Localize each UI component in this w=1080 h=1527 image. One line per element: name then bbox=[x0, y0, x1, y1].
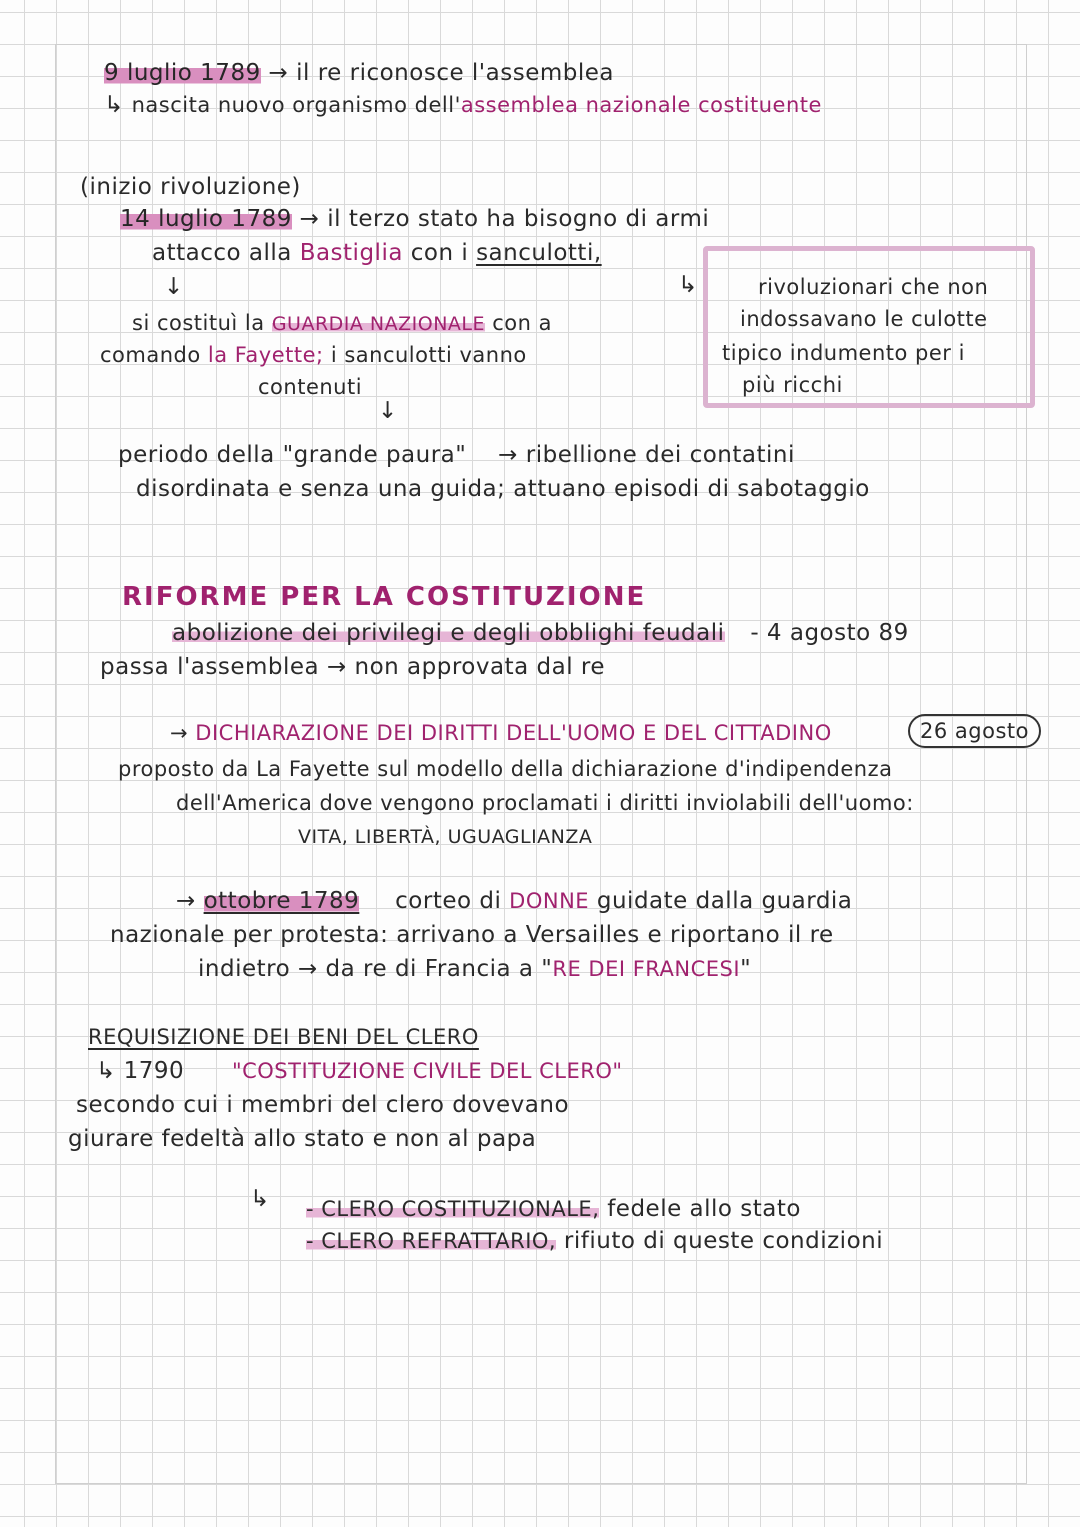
civil-constitution: "COSTITUZIONE CIVILE DEL CLERO" bbox=[231, 1059, 623, 1083]
with-text: con i bbox=[410, 240, 469, 266]
attack-text: attacco alla bbox=[152, 240, 292, 266]
line-declaration bbox=[170, 718, 832, 748]
proposed-text: proposto da La Fayette sul modello della dichiarazione d'indipendenza bbox=[118, 757, 893, 781]
guard-with: con a bbox=[492, 311, 552, 335]
command-text: comando bbox=[100, 343, 201, 367]
date-14-july: 14 luglio 1789 bbox=[120, 206, 292, 232]
bastille-text: Bastiglia bbox=[299, 240, 403, 266]
assembly-passes-text: passa l'assemblea → non approvata dal re bbox=[100, 654, 605, 680]
box-line-4: più ricchi bbox=[742, 373, 843, 397]
line-guard bbox=[132, 308, 552, 339]
declaration-title: DICHIARAZIONE DEI DIRITTI DELL'UOMO E DEL CITTADINO bbox=[195, 721, 832, 745]
refusal-text: rifiuto di queste condizioni bbox=[563, 1228, 884, 1254]
constitutional-clergy-label: - CLERO COSTITUZIONALE, bbox=[306, 1197, 600, 1221]
box-line-2: indossavano le culotte bbox=[740, 307, 988, 331]
refractory-clergy bbox=[306, 1226, 883, 1256]
arrow-icon-4: ↳ bbox=[250, 1186, 270, 1212]
king-recognizes-text: → il re riconosce l'assemblea bbox=[268, 60, 614, 86]
line-bastille bbox=[152, 238, 602, 268]
guard-intro: si costituì la bbox=[132, 311, 265, 335]
contained-text: contenuti bbox=[258, 375, 363, 399]
line-great-fear bbox=[118, 440, 795, 470]
king-france-text: indietro → da re di Francia a " bbox=[198, 956, 553, 982]
october-date: ottobre 1789 bbox=[203, 888, 360, 914]
arrow-icon-3: → bbox=[176, 888, 196, 914]
sanculotti-text: sanculotti, bbox=[476, 240, 602, 266]
king-of-french: RE DEI FRANCESI bbox=[552, 957, 741, 981]
line-new-organism bbox=[104, 90, 822, 120]
box-line-1: rivoluzionari che non bbox=[758, 275, 989, 299]
line-july9 bbox=[104, 58, 614, 88]
women-text: DONNE bbox=[509, 889, 590, 913]
versailles-text: nazionale per protesta: arrivano a Versailles e riportano il re bbox=[110, 922, 834, 948]
rights-text: VITA, LIBERTÀ, UGUAGLIANZA bbox=[298, 826, 593, 848]
swear-loyalty-text: giurare fedeltà allo stato e non al papa bbox=[68, 1126, 537, 1152]
box-line-3: tipico indumento per i bbox=[722, 341, 965, 365]
national-guard: GUARDIA NAZIONALE bbox=[271, 313, 485, 335]
august-4-date: - 4 agosto 89 bbox=[750, 620, 909, 646]
arrow-icon-2: → bbox=[170, 721, 189, 745]
guided-text: guidate dalla guardia bbox=[596, 888, 853, 914]
line-1790 bbox=[96, 1056, 623, 1086]
line-command bbox=[100, 340, 527, 370]
revolution-start: (inizio rivoluzione) bbox=[80, 174, 301, 200]
requisition-title: REQUISIZIONE DEI BENI DEL CLERO bbox=[88, 1025, 479, 1049]
peasants-revolt-text: → ribellione dei contatini bbox=[498, 442, 795, 468]
line-king-french bbox=[198, 954, 751, 984]
date-9-july: 9 luglio 1789 bbox=[104, 60, 261, 86]
down-arrow-icon: ↓ bbox=[164, 274, 184, 300]
sanculotti-go-text: i sanculotti vanno bbox=[330, 343, 527, 367]
abolition-text: abolizione dei privilegi e degli obblighi feudali bbox=[172, 620, 725, 646]
new-organism-text: nascita nuovo organismo dell' bbox=[131, 93, 461, 117]
refractory-clergy-label: - CLERO REFRATTARIO, bbox=[306, 1229, 557, 1253]
reforms-title: RIFORME PER LA COSTITUZIONE bbox=[122, 582, 647, 612]
down-arrow-icon-2: ↓ bbox=[378, 398, 398, 424]
great-fear-text: periodo della "grande paura" bbox=[118, 442, 467, 468]
august-26-date: 26 agosto bbox=[908, 714, 1041, 748]
closing-quote: " bbox=[740, 956, 752, 982]
loyal-state-text: fedele allo stato bbox=[607, 1196, 801, 1222]
line-abolition bbox=[172, 618, 909, 648]
america-text: dell'America dove vengono proclamati i diritti inviolabili dell'uomo: bbox=[176, 791, 914, 815]
constitutional-clergy bbox=[306, 1194, 801, 1224]
clergy-members-text: secondo cui i membri del clero dovevano bbox=[76, 1092, 570, 1118]
la-fayette-text: la Fayette; bbox=[207, 343, 324, 367]
arrow-icon: ↳ bbox=[104, 92, 124, 118]
side-arrow-icon: ↳ bbox=[678, 272, 698, 298]
line-july14 bbox=[120, 204, 709, 234]
assembly-name: assemblea nazionale costituente bbox=[460, 93, 822, 117]
line-october bbox=[176, 886, 852, 916]
year-1790: ↳ 1790 bbox=[96, 1058, 185, 1084]
procession-text: corteo di bbox=[395, 888, 502, 914]
sabotage-text: disordinata e senza una guida; attuano episodi di sabotaggio bbox=[136, 476, 870, 502]
third-estate-text: → il terzo stato ha bisogno di armi bbox=[299, 206, 710, 232]
